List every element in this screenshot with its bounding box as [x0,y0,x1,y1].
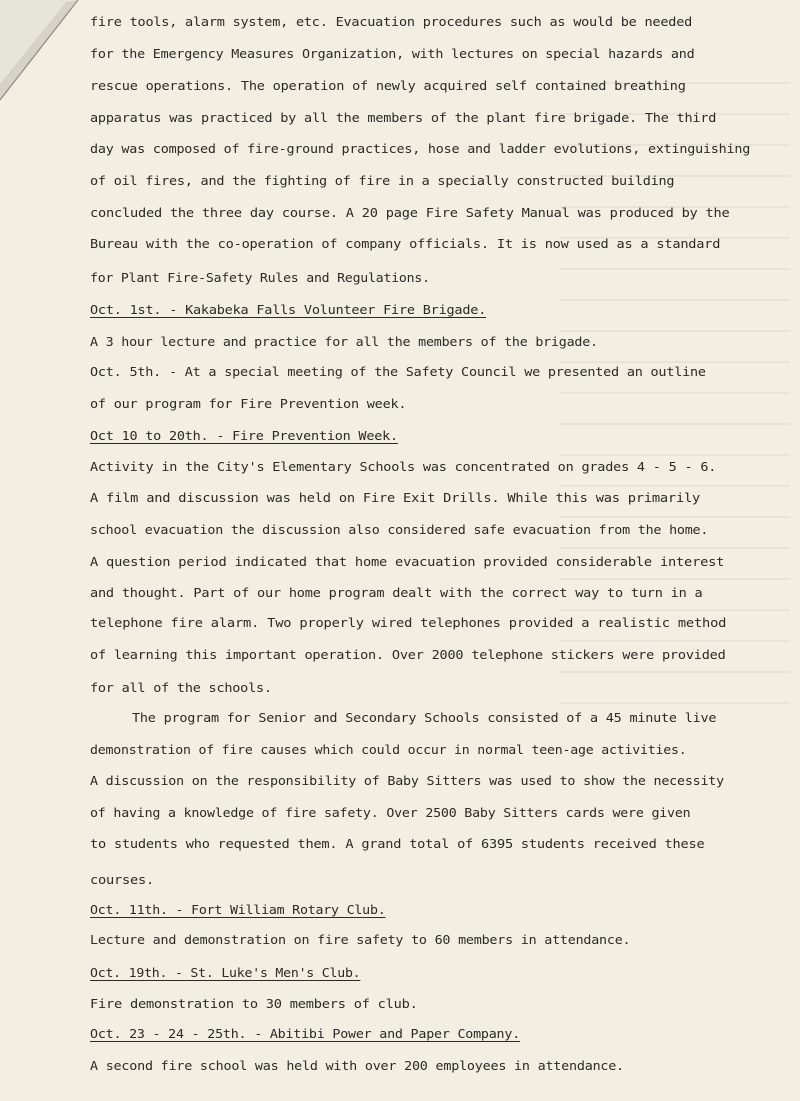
text-line: day was composed of fire-ground practices, hose and ladder evolutions, extinguishing [90,141,751,156]
text-line: of learning this important operation. Over 2000 telephone stickers were provided [90,647,726,662]
text-line: A question period indicated that home evacuation provided considerable interest [90,554,725,569]
text-line: for the Emergency Measures Organization, with lectures on special hazards and [90,46,695,61]
text-line: Lecture and demonstration on fire safety to 60 members in attendance. [90,932,631,947]
text-line: for all of the schools. [90,680,272,695]
text-line: fire tools, alarm system, etc. Evacuation procedures such as would be needed [90,14,693,29]
text-line: Bureau with the co-operation of company officials. It is now used as a standard [90,236,721,251]
text-line: demonstration of fire causes which could occur in normal teen-age activities. [90,742,687,757]
text-line: A film and discussion was held on Fire Exit Drills. While this was primarily [90,490,701,505]
text-line: A second fire school was held with over 200 employees in attendance. [90,1058,624,1073]
text-line: of having a knowledge of fire safety. Over 2500 Baby Sitters cards were given [90,805,691,820]
text-line: school evacuation the discussion also considered safe evacuation from the home. [90,522,709,537]
text-line: of oil fires, and the fighting of fire in a specially constructed building [90,173,675,188]
text-line: Fire demonstration to 30 members of club. [90,996,418,1011]
text-line: telephone fire alarm. Two properly wired telephones provided a realistic method [90,615,727,630]
text-line: A 3 hour lecture and practice for all the members of the brigade. [90,334,598,349]
folded-corner-icon [0,0,90,110]
section-heading: Oct. 11th. - Fort William Rotary Club. [90,902,386,917]
section-heading: Oct. 23 - 24 - 25th. - Abitibi Power and Paper Company. [90,1026,521,1041]
text-line: apparatus was practiced by all the members of the plant fire brigade. The third [90,110,717,125]
text-line: rescue operations. The operation of newly acquired self contained breathing [90,78,686,93]
section-heading: Oct 10 to 20th. - Fire Prevention Week. [90,428,398,443]
text-line: of our program for Fire Prevention week. [90,396,407,411]
text-line: Oct. 5th. - At a special meeting of the Safety Council we presented an outline [90,364,706,379]
text-line: to students who requested them. A grand total of 6395 students received these [90,836,705,851]
text-line: courses. [90,872,155,887]
text-line: A discussion on the responsibility of Baby Sitters was used to show the necessity [90,773,724,788]
section-heading: Oct. 19th. - St. Luke's Men's Club. [90,965,361,980]
text-line: concluded the three day course. A 20 page Fire Safety Manual was produced by the [90,205,730,220]
text-line: Activity in the City's Elementary Schools was concentrated on grades 4 - 5 - 6. [90,459,717,474]
text-line: for Plant Fire-Safety Rules and Regulations. [90,270,430,285]
text-line: and thought. Part of our home program dealt with the correct way to turn in a [90,585,703,600]
section-heading: Oct. 1st. - Kakabeka Falls Volunteer Fire Brigade. [90,302,487,317]
text-line: The program for Senior and Secondary Schools consisted of a 45 minute live [132,710,717,725]
